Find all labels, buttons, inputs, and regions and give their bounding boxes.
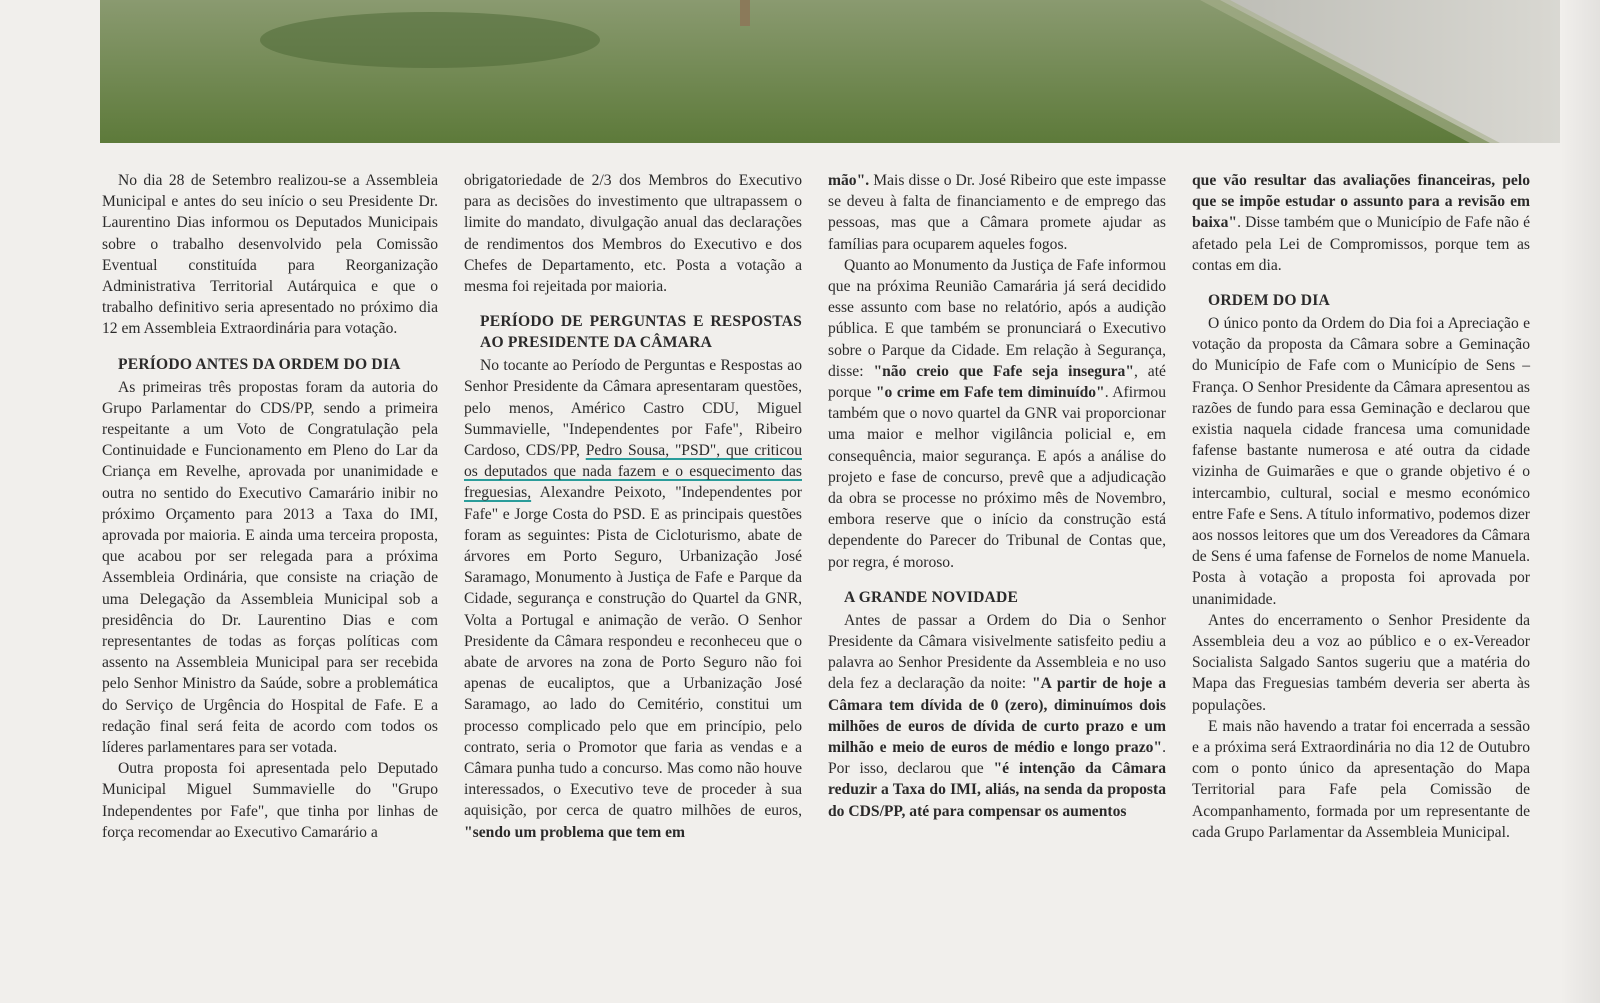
paragraph: O único ponto da Ordem do Dia foi a Apreciação e votação da proposta da Câmara sobre a Geminação do Município de Fafe com o Município de Sens – França. O Senhor Presidente da Câmara apresentou as razões de fundo para essa Geminação e declarou que existia naquela cidade francesa uma comunidade fafense bastante numerosa e até outra da cidade vizinha de Guimarães e que o grande objetivo é o intercambio, cultural, social e mesmo económico entre Fafe e Sens. A título informativo, podemos dizer aos nossos leitores que um dos Vereadores da Câmara de Sens é uma fafense de Fornelos de nome Manuela. Posta à votação a proposta foi aprovada por unanimidade.: [1192, 315, 1530, 608]
bold-quote: "A partir de hoje a Câmara tem dívida de 0 (zero), diminuímos dois milhões de euros de dívida de curto prazo e um milhão e meio de euros de médio e longo prazo": [828, 675, 1166, 757]
paragraph: [464, 355, 802, 843]
bold-quote: "o crime em Fafe tem diminuído": [875, 384, 1105, 402]
article-column-1: [102, 170, 438, 843]
section-heading: PERÍODO DE PERGUNTAS E RESPOSTAS AO PRESIDENTE DA CÂMARA: [480, 313, 802, 352]
text-run: . Disse também que o Município de Fafe não é afetado pela Lei de Compromissos, porque tem as contas em dia.: [1192, 214, 1530, 274]
bold-quote: "é intenção da Câmara reduzir a Taxa do IMI, aliás, na senda da proposta do CDS/PP, até para compensar os aumentos: [828, 760, 1167, 820]
text-run: . Afirmou também que o novo quartel da GNR vai proporcionar uma maior e melhor vigilância policial e, em consequência, maior segurança. E após a análise do projeto e fase de concurso, prevê que a adjudicação da obra se processe no próximo mês de Novembro, embora reserve que o início da construção está dependente do Parecer do Tribunal de Contas que, por regra, é moroso.: [828, 384, 1166, 571]
text-run: Mais disse o Dr. José Ribeiro que este impasse se deveu à falta de financiamento e de emprego das pessoas, mas que a Câmara promete ajudar as famílias para ocuparem aqueles fogos.: [828, 172, 1166, 253]
text-run: . Por isso, declarou que: [828, 739, 1166, 778]
text-run: No tocante ao Período de Perguntas e Respostas ao Senhor Presidente da Câmara apresentaram questões, pelo menos, Américo Castro CDU, Miguel Summavielle, "Independentes por Fafe", Ribeiro Cardoso, CDS/PP,: [464, 357, 802, 460]
bold-quote: "sendo um problema que tem em: [464, 823, 686, 841]
section-heading: A GRANDE NOVIDADE: [844, 588, 1019, 606]
paragraph: No dia 28 de Setembro realizou-se a Assembleia Municipal e antes do seu início o seu Presidente Dr. Laurentino Dias informou os Deputados Municipais sobre o trabalho desenvolvido pela Comissão Eventual constituída para Reorganização Administrativa Territorial Autárquica e que o trabalho definitivo seria apresentado no próximo dia 12 em Assembleia Extraordinária para votação.: [102, 172, 438, 338]
paragraph: [828, 255, 1166, 573]
paragraph: As primeiras três propostas foram da autoria do Grupo Parlamentar do CDS/PP, sendo a primeira respeitante a um Voto de Congratulação pela Continuidade e Funcionamento em Pleno do Lar da Criança em Revelhe, aprovada por unanimidade e outra no sentido do Executivo Camarário inibir no próximo Orçamento para 2013 a Taxa do IMI, aprovada por maioria. E ainda uma terceira proposta, que acabou por ser relegada para a próxima Assembleia Ordinária, que consiste na criação de uma Delegação da Assembleia Municipal sob a presidência do Dr. Laurentino Dias e com representantes de todas as forças políticas com assento na Assembleia Municipal para ser recebida pelo Senhor Ministro da Saúde, sobre a problemática do Serviço de Urgência do Hospital de Fafe. E a redação final será feita de acordo com todos os líderes parlamentares para ser votada.: [102, 378, 438, 757]
paragraph: obrigatoriedade de 2/3 dos Membros do Executivo para as decisões do investimento que ultrapassem o limite do mandato, divulgação anual das declarações de rendimentos dos Membros do Executivo e dos Chefes de Departamento, etc. Posta a votação a mesma foi rejeitada por maioria.: [464, 172, 802, 296]
paragraph: [1192, 170, 1530, 276]
photo-illustration: [100, 0, 1560, 143]
paragraph: E mais não havendo a tratar foi encerrada a sessão e a próxima será Extraordinária no dia 12 de Outubro com o ponto único da apresentação do Mapa Territorial para Fafe pela Comissão de Acompanhamento, formada por um representante de cada Grupo Parlamentar da Assembleia Municipal.: [1192, 717, 1530, 841]
text-run: Antes de passar a Ordem do Dia o Senhor Presidente da Câmara visivelmente satisfeito pediu a palavra ao Senhor Presidente da Assembleia e no uso dela fez a declaração da noite:: [828, 611, 1166, 693]
bold-quote: que vão resultar das avaliações financeiras, pelo que se impõe estudar o assunto para a revisão em baixa": [1192, 172, 1530, 232]
bold-quote: "não creio que Fafe seja insegura": [873, 362, 1134, 380]
text-run: , até porque: [828, 362, 1166, 402]
paragraph: [828, 170, 1166, 255]
text-run: Quanto ao Monumento da Justiça de Fafe informou que na próxima Reunião Camarária já será decidido esse assunto com base no relatório, após a audição pública. E que também se pronunciará o Executivo sobre o Parque da Cidade. Em relação à Segurança, disse:: [828, 256, 1166, 380]
photo-grass-sidewalk: [100, 0, 1560, 143]
paragraph: Outra proposta foi apresentada pelo Deputado Municipal Miguel Summavielle do "Grupo Independentes por Fafe", que tinha por linhas de força recomendar ao Executivo Camarário a: [102, 760, 438, 841]
article-column-4: [1192, 170, 1530, 843]
section-heading: PERÍODO ANTES DA ORDEM DO DIA: [118, 355, 401, 373]
bold-quote: mão".: [828, 172, 870, 189]
section-heading: ORDEM DO DIA: [1208, 292, 1330, 310]
highlighted-text: Pedro Sousa, "PSD", que criticou os deputados que nada fazem e o esquecimento das freguesias,: [464, 442, 802, 502]
paragraph: [828, 610, 1166, 822]
text-run: Alexandre Peixoto, "Independentes por Fafe" e Jorge Costa do PSD. E as principais questões foram as seguintes: Pista de Cicloturismo, abate de árvores em Porto Seguro, Urbanização José Saramago, Monumento à Justiça de Fafe e Parque da Cidade, segurança e construção do Quartel da GNR, Volta a Portugal e animação de verão. O Senhor Presidente da Câmara respondeu e reconheceu que o abate de arvores na zona de Porto Seguro não foi apenas de eucaliptos, que a Urbanização José Saramago, ao lado do Cemitério, constitui um processo complicado pelo que em princípio, pelo contrato, seria o Promotor que faria as vendas e a Câmara punha tudo a concurso. Mas como não houve interessados, o Executivo teve de proceder à sua aquisição, por cerca de quatro milhões de euros,: [464, 484, 802, 820]
page-edge-shadow: [1560, 0, 1600, 1003]
article-column-2: [464, 170, 802, 843]
paragraph: Antes do encerramento o Senhor Presidente da Assembleia deu a voz ao público e o ex-Vereador Socialista Salgado Santos sugeriu que a matéria do Mapa das Freguesias também deveria ser aberta às populações.: [1192, 611, 1530, 714]
article-column-3: [828, 170, 1166, 822]
